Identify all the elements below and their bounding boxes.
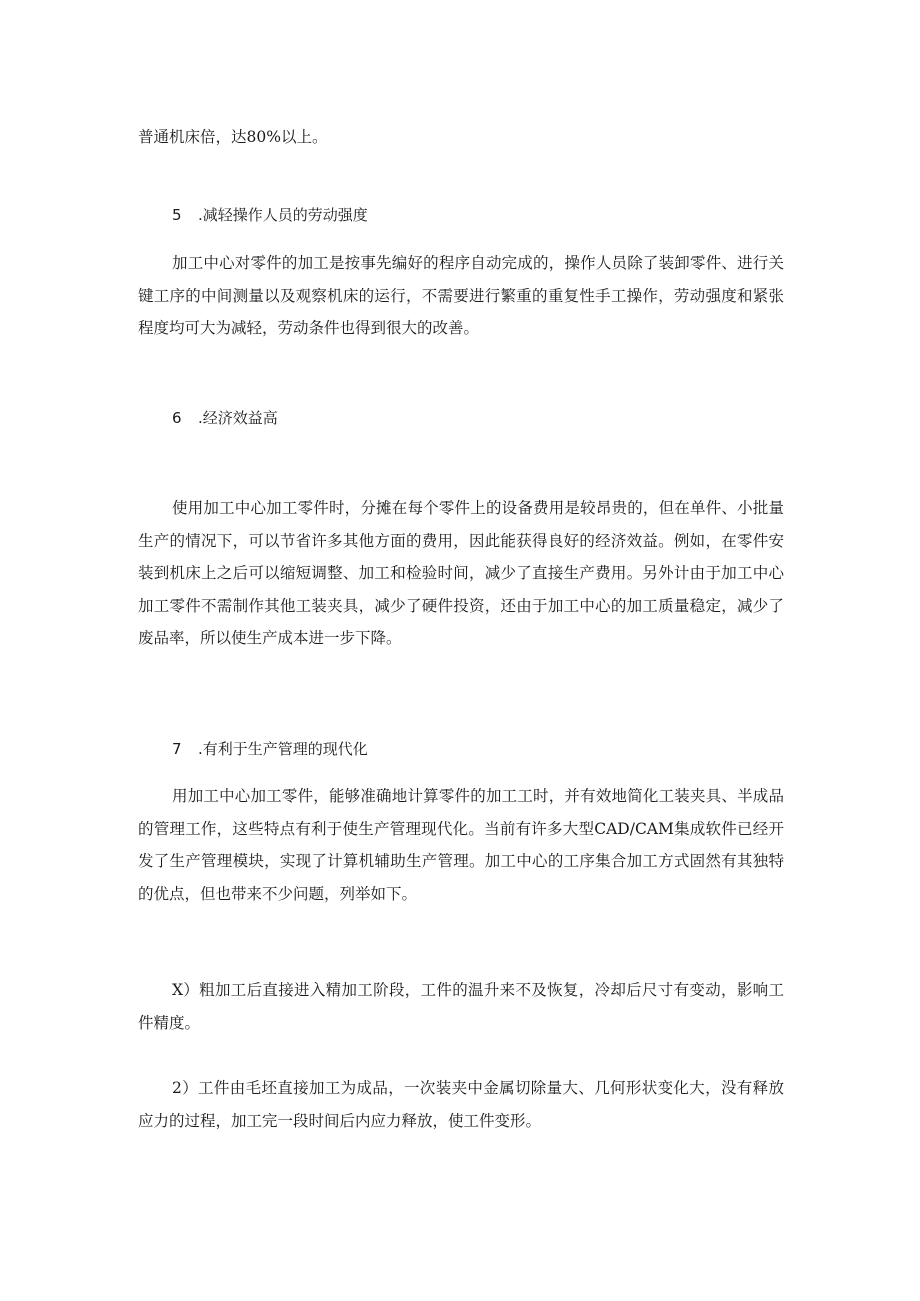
section-7-heading: [172, 739, 368, 759]
list-item-1: X）粗加工后直接进入精加工阶段，工件的温升来不及恢复，冷却后尺寸有变动，影响工件精度。: [138, 981, 784, 1032]
section-6-number: 6: [172, 409, 182, 427]
section-6-paragraph: 使用加工中心加工零件时，分摊在每个零件上的设备费用是较昂贵的，但在单件、小批量生产的情况下，可以节省许多其他方面的费用，因此能获得良好的经济效益。例如，在零件安装到机床上之后可以缩短调整、加工和检验时间，减少了直接生产费用。另外计由于加工中心加工零件不需制作其他工装夹具，减少了硬件投资，还由于加工中心的加工质量稳定，减少了废品率，所以使生产成本进一步下降。: [138, 499, 784, 647]
section-5-paragraph: 加工中心对零件的加工是按事先编好的程序自动完成的，操作人员除了装卸零件、进行关键工序的中间测量以及观察机床的运行，不需要进行繁重的重复性手工操作，劳动强度和紧张程度均可大为减轻，劳动条件也得到很大的改善。: [138, 254, 784, 337]
section-5-title: .减轻操作人员的劳动强度: [198, 206, 368, 224]
section-6-title: .经济效益高: [198, 409, 278, 427]
section-5-heading: [172, 205, 368, 225]
section-7-title: .有利于生产管理的现代化: [198, 740, 368, 758]
section-7-paragraph: 用加工中心加工零件，能够准确地计算零件的加工工时，并有效地简化工装夹具、半成品的管理工作，这些特点有利于使生产管理现代化。当前有许多大型CAD/CAM集成软件已经开发了生产管理模块，实现了计算机辅助生产管理。加工中心的工序集合加工方式固然有其独特的优点，但也带来不少问题，列举如下。: [138, 787, 784, 903]
section-7-number: 7: [172, 740, 182, 758]
list-item-2: 2）工件由毛坯直接加工为成品，一次装夹中金属切除量大、几何形状变化大，没有释放应力的过程，加工完一段时间后内应力释放，使工件变形。: [138, 1079, 784, 1130]
section-6-heading: [172, 408, 278, 428]
continuation-paragraph: 普通机床倍，达80%以上。: [138, 128, 328, 146]
section-5-number: 5: [172, 206, 182, 224]
